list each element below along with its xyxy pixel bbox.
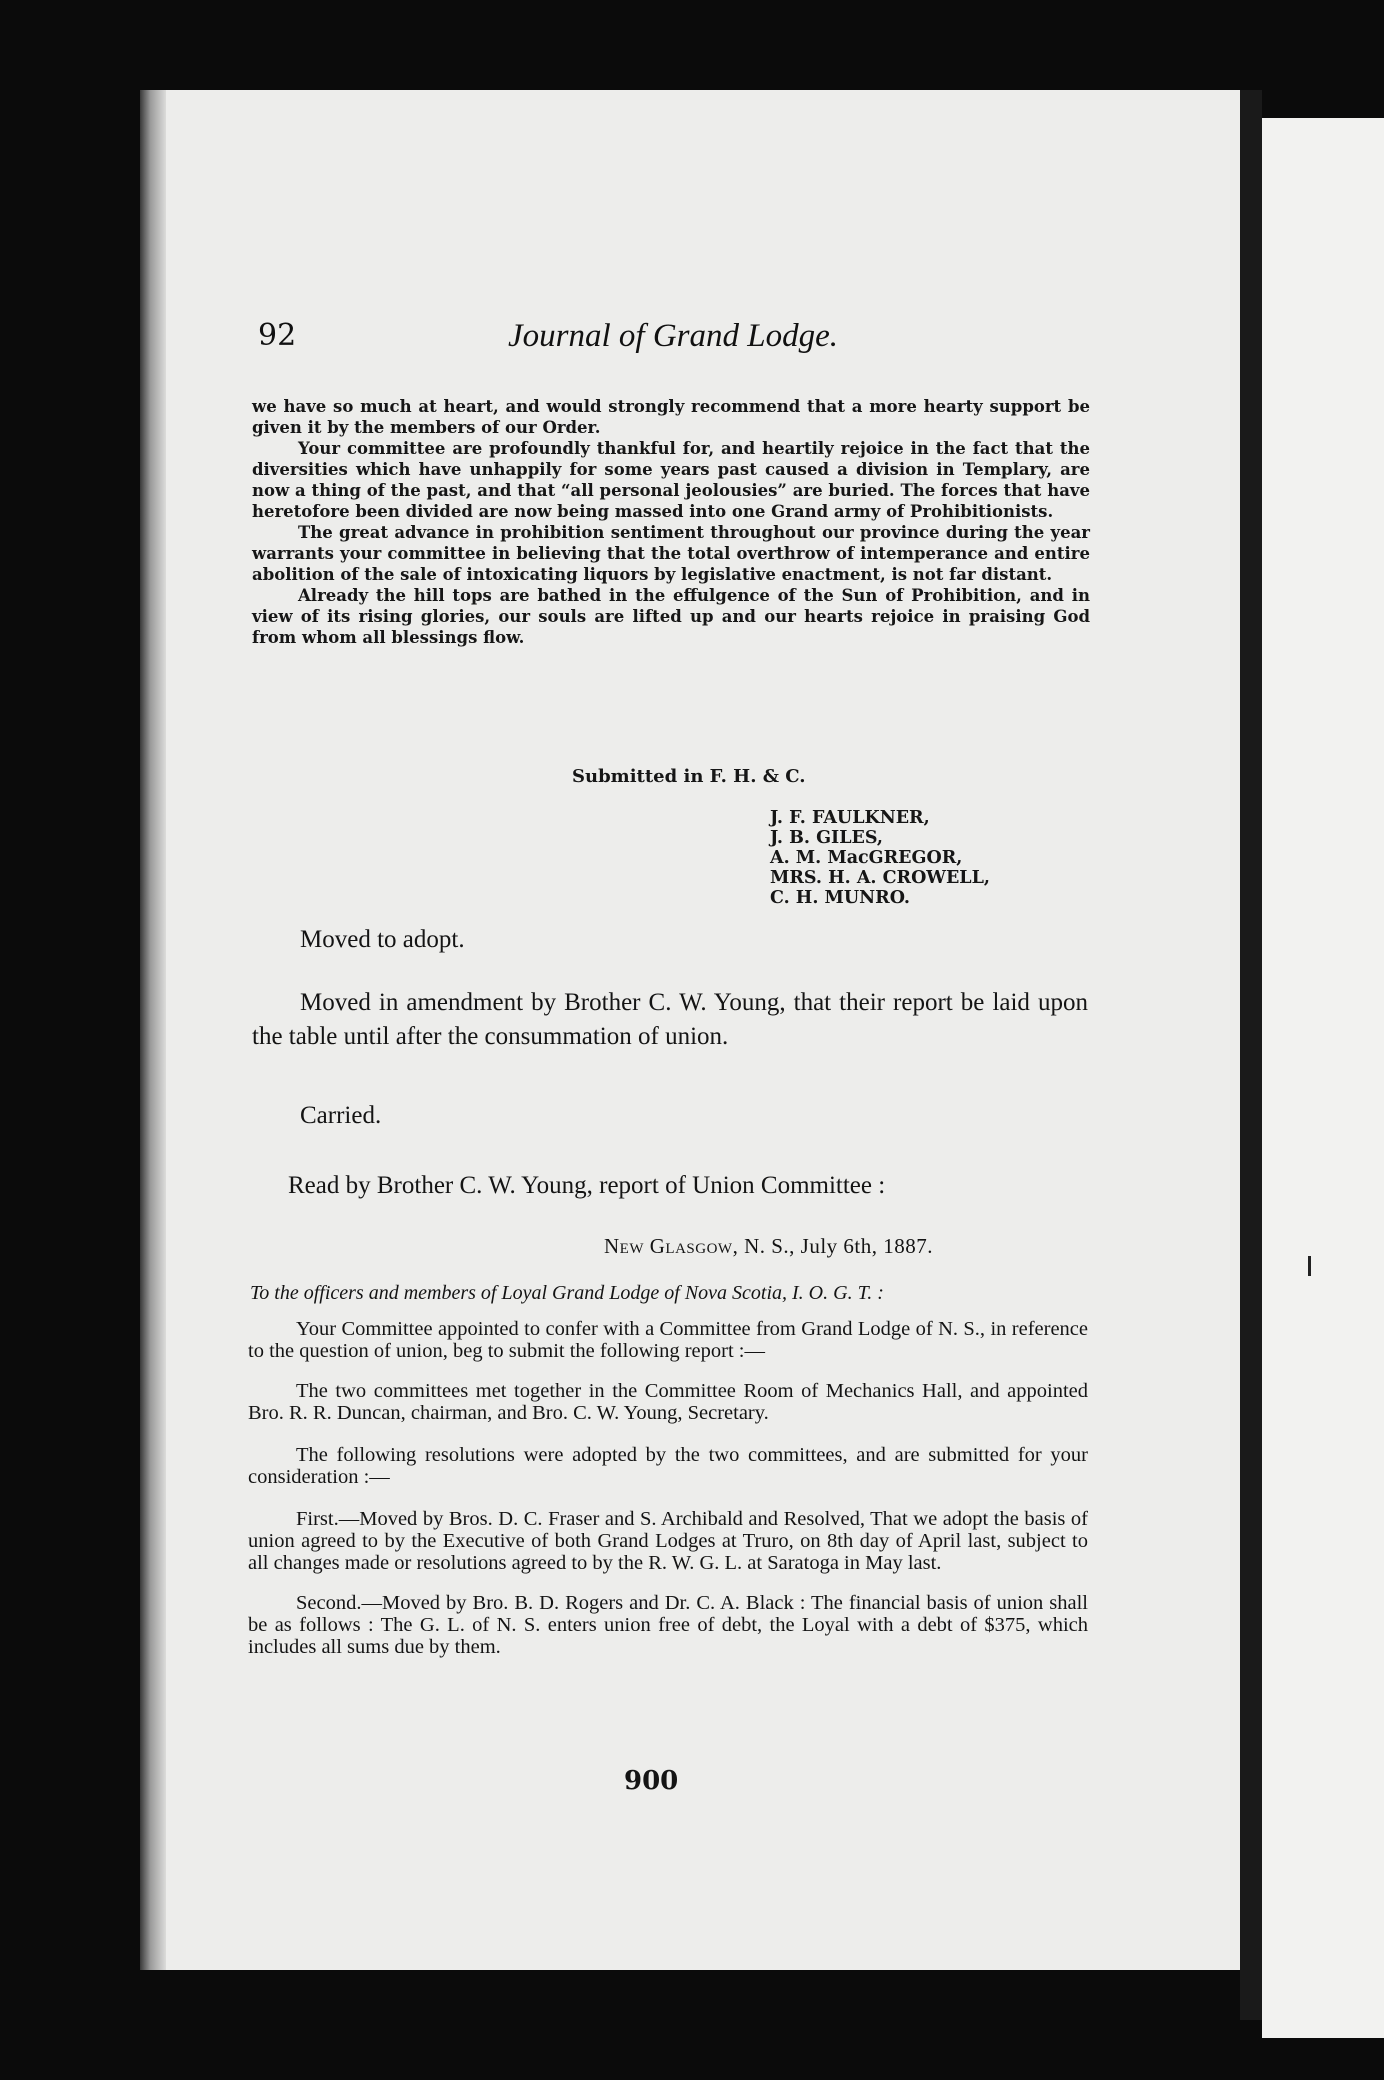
- union-paragraph: The two committees met together in the Committee Room of Mechanics Hall, and appointed Bro. R. R. Duncan, chairman, and Bro. C. W. Young, Secretary.: [248, 1380, 1088, 1424]
- report-paragraph: Your committee are profoundly thankful for, and heartily rejoice in the fact that the diversities which have unhappily for some years past caused a division in Templary, are now a thing of the past, and that “all personal jeolousies” are buried. The forces that have heretofore been divided are now being massed into one Grand army of Prohibitionists.: [252, 439, 1090, 521]
- signatory: J. F. FAULKNER,: [770, 808, 930, 828]
- address-line: To the officers and members of Loyal Grand Lodge of Nova Scotia, I. O. G. T. :: [250, 1282, 884, 1304]
- facing-page-edge: [1262, 118, 1384, 2038]
- union-paragraph: The following resolutions were adopted by the two committees, and are submitted for your consideration :—: [248, 1444, 1088, 1488]
- page-header: [258, 318, 1088, 368]
- running-title: Journal of Grand Lodge.: [508, 318, 838, 354]
- signatory: A. M. MacGREGOR,: [770, 848, 963, 868]
- read-by-line: Read by Brother C. W. Young, report of Union Committee :: [288, 1172, 886, 1199]
- moved-to-adopt: Moved to adopt.: [300, 926, 465, 953]
- union-report-text: [248, 1318, 1088, 1658]
- union-paragraph: Second.—Moved by Bro. B. D. Rogers and Dr. C. A. Black : The financial basis of union shall be as follows : The G. L. of N. S. enters union free of debt, the Loyal with a debt of $375, which includes all sums due by them.: [248, 1592, 1088, 1658]
- committee-report-text: [252, 396, 1090, 648]
- report-paragraph: The great advance in prohibition sentiment throughout our province during the year warrants your committee in believing that the total overthrow of intemperance and entire abolition of the sale of intoxicating liquors by legislative enactment, is not far distant.: [252, 523, 1090, 584]
- amendment-paragraph: Moved in amendment by Brother C. W. Young, that their report be laid upon the table until after the consummation of union.: [252, 989, 1088, 1050]
- book-gutter: [1240, 90, 1262, 2020]
- dateline-date: , N. S., July 6th, 1887.: [732, 1234, 933, 1258]
- report-paragraph: Already the hill tops are bathed in the effulgence of the Sun of Prohibition, and in view of its rising glories, our souls are lifted up and our hearts rejoice in praising God from whom all blessings flow.: [252, 586, 1090, 647]
- union-paragraph: Your Committee appointed to confer with a Committee from Grand Lodge of N. S., in reference to the question of union, beg to submit the following report :—: [248, 1318, 1088, 1362]
- dateline-place: New Glasgow: [604, 1234, 733, 1258]
- page-number: 92: [258, 318, 297, 353]
- dateline: [604, 1234, 933, 1259]
- margin-mark: [1308, 1256, 1311, 1276]
- footer-number: 900: [624, 1766, 679, 1796]
- signatory: C. H. MUNRO.: [770, 888, 911, 908]
- union-paragraph: First.—Moved by Bros. D. C. Fraser and S. Archibald and Resolved, That we adopt the basis of union agreed to by the Executive of both Grand Lodges at Truro, on 8th day of April last, subject to all changes made or resolutions agreed to by the R. W. G. L. at Saratoga in May last.: [248, 1508, 1088, 1574]
- signatory: J. B. GILES,: [770, 828, 883, 848]
- signatory-list: [770, 808, 990, 908]
- signatory: MRS. H. A. CROWELL,: [770, 868, 991, 888]
- carried-line: Carried.: [300, 1102, 382, 1129]
- submitted-line: Submitted in F. H. & C.: [572, 766, 806, 787]
- report-paragraph: we have so much at heart, and would strongly recommend that a more hearty support be given it by the members of our Order.: [252, 397, 1090, 437]
